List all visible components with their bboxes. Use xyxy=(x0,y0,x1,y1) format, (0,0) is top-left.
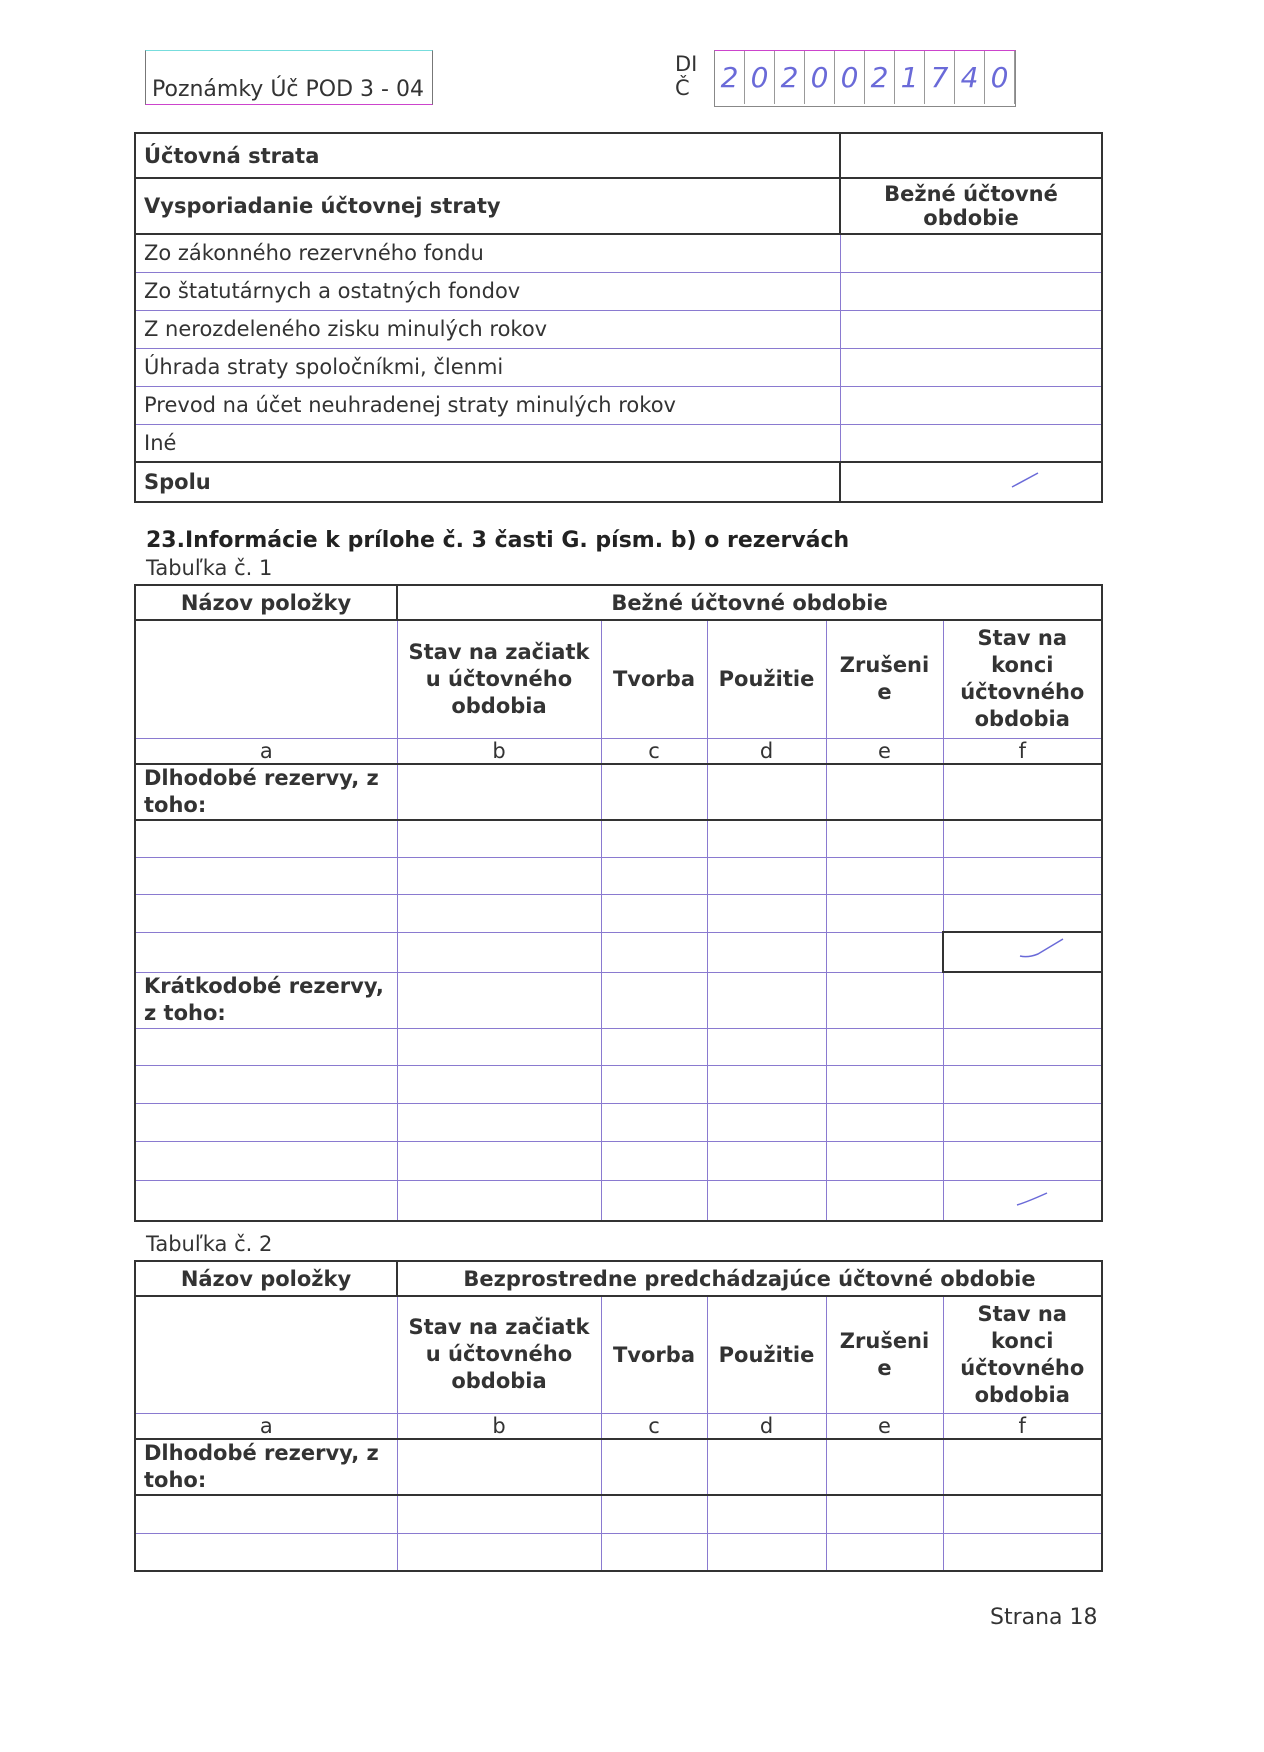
col-letter: d xyxy=(707,1413,826,1439)
table-row xyxy=(135,1065,1102,1103)
table-cell xyxy=(397,1180,601,1221)
table-cell xyxy=(707,1141,826,1180)
table-cell xyxy=(397,1103,601,1141)
table-cell xyxy=(826,764,943,820)
header-row xyxy=(135,1261,1102,1296)
table-cell xyxy=(397,1533,601,1571)
header-row xyxy=(135,133,1102,178)
table-cell xyxy=(397,932,601,972)
header-row xyxy=(135,738,1102,764)
table-row xyxy=(135,386,1102,424)
empty-cell xyxy=(840,133,1102,178)
dic-digit: 0 xyxy=(835,51,865,104)
form-label-box xyxy=(145,50,433,105)
table-cell xyxy=(943,1103,1102,1141)
row-label: Z nerozdeleného zisku minulých rokov xyxy=(135,310,840,348)
pen-tick-mark xyxy=(1010,470,1040,490)
header-row xyxy=(135,585,1102,620)
header-row xyxy=(135,178,1102,234)
col-header-cancel: Zrušeni e xyxy=(826,1296,943,1413)
table-row xyxy=(135,972,1102,1028)
table-row xyxy=(135,348,1102,386)
table-cell xyxy=(135,857,397,894)
total-value xyxy=(840,462,1102,502)
table-cell xyxy=(601,972,707,1028)
table-cell xyxy=(135,1103,397,1141)
header-row xyxy=(135,1413,1102,1439)
dic-digit: 2 xyxy=(715,51,745,104)
col-header-creation: Tvorba xyxy=(601,620,707,738)
table-cell xyxy=(397,857,601,894)
row-value xyxy=(840,310,1102,348)
table-cell xyxy=(601,1028,707,1065)
table-cell xyxy=(826,1141,943,1180)
row-value xyxy=(840,424,1102,462)
col-header-end: Stav na konci účtovného obdobia xyxy=(943,620,1102,738)
name-header: Názov položky xyxy=(135,585,397,620)
table-cell xyxy=(397,1028,601,1065)
row-value xyxy=(840,348,1102,386)
table-cell xyxy=(826,1439,943,1495)
table-cell xyxy=(601,764,707,820)
table-cell xyxy=(707,1533,826,1571)
period-header: Bezprostredne predchádzajúce účtovné obdobie xyxy=(397,1261,1102,1296)
loss-settlement-table xyxy=(134,132,1103,503)
table-cell xyxy=(826,1180,943,1221)
reserves-table-current xyxy=(134,584,1103,1222)
table-cell xyxy=(601,932,707,972)
col-letter: b xyxy=(397,1413,601,1439)
table-cell xyxy=(707,932,826,972)
table-cell xyxy=(943,1065,1102,1103)
table-cell xyxy=(826,972,943,1028)
table-cell xyxy=(601,1103,707,1141)
table-cell xyxy=(707,1028,826,1065)
table-caption: Tabuľka č. 1 xyxy=(146,556,273,580)
col-letter: f xyxy=(943,1413,1102,1439)
col-header-usage: Použitie xyxy=(707,620,826,738)
empty-cell xyxy=(135,620,397,738)
table-row xyxy=(135,1533,1102,1571)
table-cell xyxy=(397,972,601,1028)
dic-label xyxy=(675,52,697,100)
table-row xyxy=(135,424,1102,462)
table-row xyxy=(135,1141,1102,1180)
col-header-usage: Použitie xyxy=(707,1296,826,1413)
period-header: Bežné účtovné obdobie xyxy=(840,178,1102,234)
table-cell xyxy=(397,1065,601,1103)
table-cell xyxy=(943,1439,1102,1495)
long-term-label: Dlhodobé rezervy, z toho: xyxy=(135,764,397,820)
col-letter: a xyxy=(135,1413,397,1439)
table-cell xyxy=(826,1028,943,1065)
long-term-label: Dlhodobé rezervy, z toho: xyxy=(135,1439,397,1495)
period-header: Bežné účtovné obdobie xyxy=(397,585,1102,620)
row-value xyxy=(840,386,1102,424)
table-cell xyxy=(397,1439,601,1495)
table-cell xyxy=(826,894,943,932)
dic-boxes xyxy=(714,50,1016,107)
table-cell xyxy=(707,820,826,857)
table-row xyxy=(135,310,1102,348)
section-heading: 23.Informácie k prílohe č. 3 časti G. písm. b) o rezervách xyxy=(146,528,850,553)
table-title: Účtovná strata xyxy=(135,133,840,178)
short-term-label: Krátkodobé rezervy, z toho: xyxy=(135,972,397,1028)
table-cell xyxy=(135,1028,397,1065)
table-cell xyxy=(943,1028,1102,1065)
table-caption: Tabuľka č. 2 xyxy=(146,1232,273,1256)
table-cell xyxy=(826,857,943,894)
table-cell xyxy=(601,820,707,857)
table-row xyxy=(135,1439,1102,1495)
column-label: Vysporiadanie účtovnej straty xyxy=(135,178,840,234)
dic-digit: 0 xyxy=(805,51,835,104)
col-header-creation: Tvorba xyxy=(601,1296,707,1413)
table-cell xyxy=(707,1065,826,1103)
dic-digit: 0 xyxy=(985,51,1015,104)
table-cell xyxy=(826,932,943,972)
table-cell xyxy=(601,1141,707,1180)
col-header-end: Stav na konci účtovného obdobia xyxy=(943,1296,1102,1413)
table-cell xyxy=(826,1495,943,1533)
table-cell xyxy=(601,894,707,932)
dic-label-line1: DI xyxy=(675,52,698,76)
table-cell xyxy=(135,1065,397,1103)
table-cell xyxy=(135,894,397,932)
page-number: Strana 18 xyxy=(990,1605,1098,1630)
col-header-start: Stav na začiatk u účtovného obdobia xyxy=(397,1296,601,1413)
table-cell xyxy=(397,894,601,932)
row-value xyxy=(840,272,1102,310)
pen-tick-mark xyxy=(1018,936,1066,964)
table-cell xyxy=(943,820,1102,857)
table-cell xyxy=(943,1141,1102,1180)
col-letter: a xyxy=(135,738,397,764)
col-letter: e xyxy=(826,738,943,764)
header-row xyxy=(135,620,1102,738)
table-cell xyxy=(397,764,601,820)
col-header-start: Stav na začiatk u účtovného obdobia xyxy=(397,620,601,738)
col-letter: d xyxy=(707,738,826,764)
table-cell xyxy=(707,1103,826,1141)
total-row xyxy=(135,462,1102,502)
empty-cell xyxy=(135,1296,397,1413)
table-cell xyxy=(601,1439,707,1495)
col-letter: f xyxy=(943,738,1102,764)
table-cell xyxy=(601,1180,707,1221)
table-cell xyxy=(397,1495,601,1533)
dic-digit: 1 xyxy=(895,51,925,104)
table-cell xyxy=(707,1495,826,1533)
form-label: Poznámky Úč POD 3 - 04 xyxy=(152,77,424,102)
table-cell xyxy=(826,1065,943,1103)
header-row xyxy=(135,1296,1102,1413)
table-row xyxy=(135,857,1102,894)
table-cell xyxy=(601,1495,707,1533)
table-cell xyxy=(397,1141,601,1180)
name-header: Názov položky xyxy=(135,1261,397,1296)
reserves-table-previous xyxy=(134,1260,1103,1572)
table-cell xyxy=(397,820,601,857)
table-row xyxy=(135,894,1102,932)
dic-label-line2: Č xyxy=(675,76,690,100)
table-cell xyxy=(601,1065,707,1103)
total-label: Spolu xyxy=(135,462,840,502)
table-row xyxy=(135,764,1102,820)
table-row xyxy=(135,932,1102,972)
table-cell xyxy=(135,1180,397,1221)
table-row xyxy=(135,1495,1102,1533)
row-label: Prevod na účet neuhradenej straty minulých rokov xyxy=(135,386,840,424)
dic-digit: 7 xyxy=(925,51,955,104)
table-cell xyxy=(943,972,1102,1028)
table-cell xyxy=(943,764,1102,820)
dic-digit: 2 xyxy=(775,51,805,104)
table-cell xyxy=(707,972,826,1028)
row-label: Iné xyxy=(135,424,840,462)
table-cell xyxy=(135,1141,397,1180)
table-cell xyxy=(707,1180,826,1221)
row-label: Zo zákonného rezervného fondu xyxy=(135,234,840,272)
table-cell xyxy=(135,1533,397,1571)
row-label: Úhrada straty spoločníkmi, členmi xyxy=(135,348,840,386)
dic-digit: 0 xyxy=(745,51,775,104)
table-cell xyxy=(943,1533,1102,1571)
table-row xyxy=(135,272,1102,310)
col-header-cancel: Zrušeni e xyxy=(826,620,943,738)
col-letter: c xyxy=(601,738,707,764)
table-cell xyxy=(707,894,826,932)
table-cell xyxy=(826,1533,943,1571)
dic-digit: 4 xyxy=(955,51,985,104)
col-letter: b xyxy=(397,738,601,764)
table-cell xyxy=(826,1103,943,1141)
table-cell xyxy=(707,857,826,894)
table-row xyxy=(135,820,1102,857)
col-letter: e xyxy=(826,1413,943,1439)
table-cell xyxy=(135,820,397,857)
table-cell xyxy=(135,932,397,972)
row-value xyxy=(840,234,1102,272)
table-cell xyxy=(707,1439,826,1495)
table-cell xyxy=(601,857,707,894)
table-row xyxy=(135,1028,1102,1065)
table-cell xyxy=(601,1533,707,1571)
table-row xyxy=(135,234,1102,272)
table-row xyxy=(135,1103,1102,1141)
table-cell xyxy=(826,820,943,857)
pen-tick-mark xyxy=(1015,1190,1049,1208)
table-cell xyxy=(943,857,1102,894)
table-cell xyxy=(707,764,826,820)
table-row xyxy=(135,1180,1102,1221)
dic-digit: 2 xyxy=(865,51,895,104)
table-cell xyxy=(943,1495,1102,1533)
col-letter: c xyxy=(601,1413,707,1439)
row-label: Zo štatutárnych a ostatných fondov xyxy=(135,272,840,310)
table-cell xyxy=(135,1495,397,1533)
table-cell xyxy=(943,894,1102,932)
